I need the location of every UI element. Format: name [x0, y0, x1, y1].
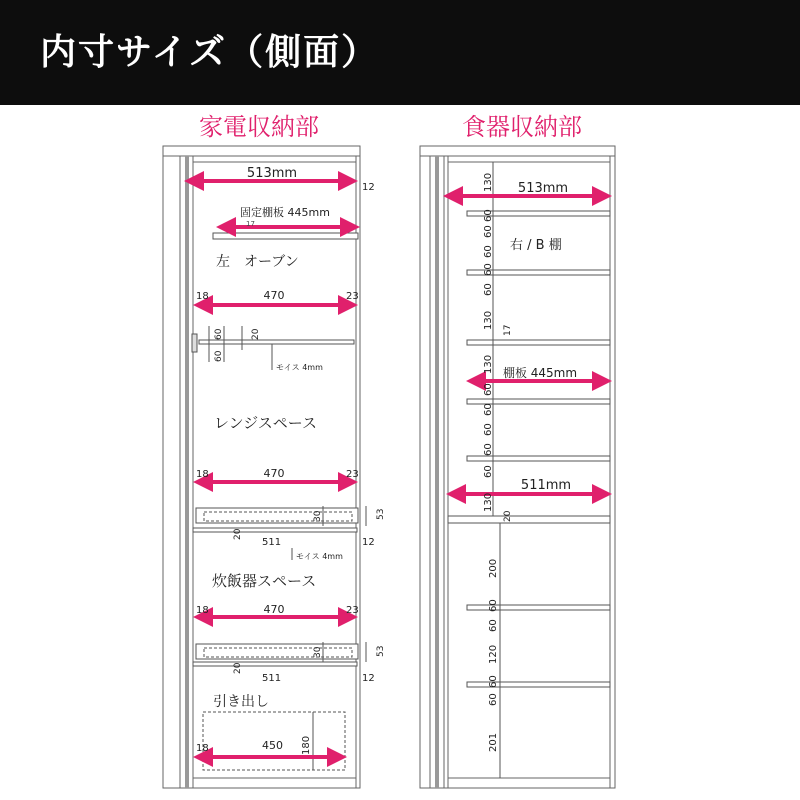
- drawer-depth: 450: [262, 739, 283, 752]
- dim-upper-1: 130: [483, 172, 494, 192]
- slide2-height: 30: [313, 646, 323, 658]
- slide2-total: 53: [376, 645, 386, 657]
- right-panel: [420, 113, 615, 788]
- dim-lower-2: 60: [488, 599, 499, 612]
- slide-shelf-2-board: [193, 662, 357, 666]
- left-cabinet-outline: [163, 146, 360, 788]
- left-fixed-shelf: [213, 233, 358, 239]
- dim-upper-5: 60: [483, 263, 494, 276]
- left-fixed-shelf-label: 固定棚板 445mm: [240, 206, 330, 219]
- right-top-width-label: 513mm: [517, 181, 569, 196]
- dim-small-17: 17: [503, 324, 513, 336]
- dim-lower-4: 120: [488, 644, 499, 664]
- left-fixed-shelf-small: 17: [246, 220, 255, 228]
- oven-depth-label: 470: [263, 289, 285, 302]
- rail-offset: 20: [251, 328, 261, 340]
- dim-lower-5: 60: [488, 675, 499, 688]
- rice-left-gap: 18: [196, 605, 209, 616]
- left-panel-title: 家電収納部: [199, 113, 319, 141]
- right-shelves: [448, 211, 610, 687]
- oven-label: 左 オーブン: [216, 254, 299, 270]
- oven-left-gap: 18: [196, 291, 209, 302]
- drawer-label: 引き出し: [213, 694, 269, 710]
- dim-upper-14: 130: [483, 492, 494, 512]
- drawer-height: 180: [301, 735, 312, 755]
- slide2-offset: 20: [233, 662, 243, 674]
- right-panel-title: 食器収納部: [462, 113, 582, 141]
- page-title: 内寸サイズ（側面）: [40, 31, 380, 73]
- right-lower-depth-label: 511mm: [520, 478, 572, 493]
- right-shelf-label: 右 / B 棚: [510, 238, 562, 253]
- right-shelf-depth-label: 棚板 445mm: [502, 366, 578, 380]
- dim-lower-3: 60: [488, 619, 499, 632]
- dim-upper-4: 60: [483, 245, 494, 258]
- left-panel: [163, 113, 386, 788]
- dim-lower-7: 201: [488, 732, 499, 752]
- range-label: レンジスペース: [214, 414, 318, 432]
- rice-label: 炊飯器スペース: [212, 572, 317, 590]
- slide1-offset: 20: [233, 528, 243, 540]
- dim-upper-9: 60: [483, 383, 494, 396]
- slide1-depth: 511: [262, 537, 282, 548]
- moisu-note-2: モイス 4mm: [296, 552, 343, 561]
- dim-upper-12: 60: [483, 443, 494, 456]
- slide2-thickness: 12: [362, 673, 375, 684]
- dim-lower-1: 200: [488, 558, 499, 578]
- oven-right-gap: 23: [346, 291, 359, 302]
- slide1-thickness: 12: [362, 537, 375, 548]
- dim-upper-8: 130: [483, 354, 494, 374]
- range-right-gap: 23: [346, 469, 359, 480]
- dim-upper-6: 60: [483, 283, 494, 296]
- slide2-depth: 511: [262, 673, 282, 684]
- dim-upper-10: 60: [483, 403, 494, 416]
- dim-upper-11: 60: [483, 423, 494, 436]
- slide1-height: 30: [313, 510, 323, 522]
- rice-right-gap: 23: [346, 605, 359, 616]
- left-top-width-label: 513mm: [246, 166, 298, 181]
- rail-pitch-a: 60: [214, 328, 224, 340]
- slide1-total: 53: [376, 508, 386, 520]
- drawer-left-gap: 18: [196, 743, 209, 754]
- rail-bracket: [192, 334, 197, 352]
- dim-small-20: 20: [503, 510, 513, 522]
- dim-upper-3: 60: [483, 225, 494, 238]
- moisu-note-1: モイス 4mm: [276, 363, 323, 372]
- dim-upper-13: 60: [483, 465, 494, 478]
- left-top-thickness: 12: [362, 182, 375, 193]
- range-depth-label: 470: [263, 467, 285, 480]
- dim-upper-2: 60: [483, 209, 494, 222]
- range-left-gap: 18: [196, 469, 209, 480]
- dim-lower-6: 60: [488, 693, 499, 706]
- dim-upper-7: 130: [483, 310, 494, 330]
- slide-shelf-1-board: [193, 528, 357, 532]
- rail-pitch-b: 60: [214, 350, 224, 362]
- rice-depth-label: 470: [263, 603, 285, 616]
